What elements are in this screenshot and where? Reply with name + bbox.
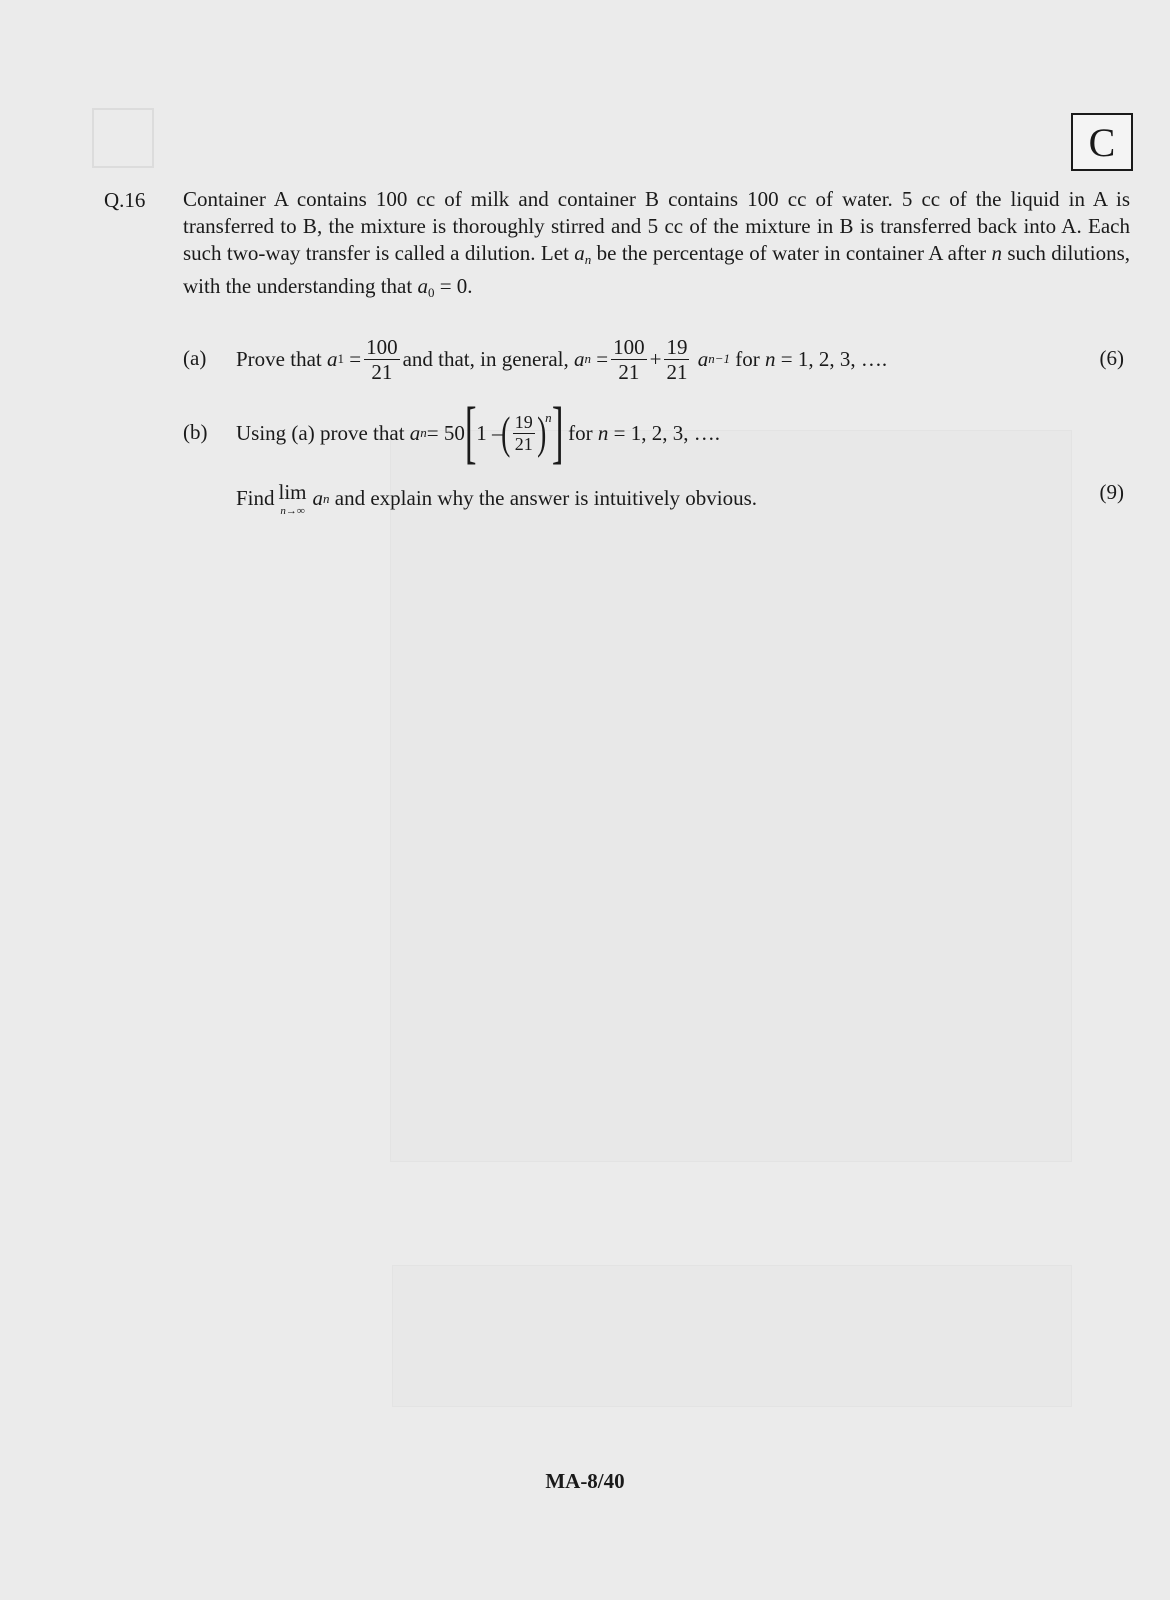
- bfrac-den: 21: [514, 433, 533, 454]
- find-text: Find: [236, 486, 275, 510]
- question-text: [183, 186, 1130, 306]
- frac3-den: 21: [666, 359, 688, 384]
- fraction-100-21: [364, 336, 400, 383]
- an-eq: =: [596, 346, 609, 371]
- part-a-label: (a): [183, 346, 207, 370]
- part-a-middle: and that, in general,: [402, 346, 569, 371]
- set-code-box: [1071, 113, 1133, 171]
- an1-var: a: [697, 346, 709, 371]
- lim-var: a: [312, 486, 324, 510]
- frac3-num: 19: [666, 334, 688, 359]
- frac2-den: 21: [618, 359, 640, 384]
- frac1-num: 100: [366, 334, 398, 359]
- frac2-num: 100: [613, 334, 645, 359]
- part-b-find: [236, 480, 757, 517]
- power-n: n: [545, 410, 552, 425]
- part-b-statement: [236, 394, 721, 471]
- part-a-marks: (6): [1099, 346, 1124, 370]
- frac1-den: 21: [371, 359, 393, 384]
- bn-sub: n: [420, 425, 427, 440]
- part-a-prove: Prove that: [236, 346, 322, 371]
- part-b-for: for: [568, 420, 593, 445]
- explain-text: and explain why the answer is intuitively obvious.: [334, 486, 758, 510]
- part-a-statement: [236, 331, 887, 387]
- an-var: a: [574, 346, 585, 371]
- var-n: n: [991, 241, 1002, 265]
- one-minus: 1 –: [476, 420, 503, 445]
- part-b-using: Using (a) prove that: [236, 420, 405, 445]
- question-intro-1: Container A contains 100 cc of milk and container B contains 100 cc of water. 5 cc of the liquid in A is transferred to B, the mixture is thoroughly stirred and 5 cc of the mixture in B is transferred back into A. Each such two-way transfer is called a dilution. Let: [183, 187, 1130, 265]
- a1-var: a: [326, 346, 338, 371]
- question-intro-3: such dilutions, with the understanding that: [183, 241, 1130, 298]
- a1-eq: =: [349, 346, 362, 371]
- lim-under: n→∞: [280, 505, 305, 517]
- part-a-for: for: [735, 346, 760, 371]
- fraction-19-21: [664, 336, 689, 383]
- an-sub: n: [584, 351, 592, 366]
- a0-equals: = 0.: [439, 274, 473, 298]
- left-bracket: [: [464, 394, 477, 471]
- fraction-100-21-b: [611, 336, 647, 383]
- part-b-label: (b): [183, 420, 208, 444]
- question-number: Q.16: [104, 188, 146, 212]
- set-code: C: [1088, 119, 1116, 165]
- fraction-19-21-b: [513, 413, 535, 454]
- lim-sub: n: [323, 490, 330, 506]
- limit-operator: [279, 480, 307, 517]
- bfrac-num: 19: [514, 411, 533, 432]
- plus-sign: +: [649, 346, 662, 371]
- page-footer: MA-8/40: [545, 1469, 625, 1493]
- bleed-through-box: [92, 108, 154, 168]
- part-a-n: n: [764, 346, 776, 371]
- var-a0: a: [417, 274, 428, 298]
- var-a: a: [574, 241, 585, 265]
- part-b-vals: = 1, 2, 3, ….: [613, 420, 721, 445]
- lim-text: lim: [278, 480, 307, 504]
- part-b-n: n: [597, 420, 609, 445]
- var-a0-sub: 0: [427, 285, 435, 300]
- bn-var: a: [409, 420, 421, 445]
- left-paren: (: [501, 407, 511, 458]
- right-bracket: ]: [551, 394, 564, 471]
- an1-sub: n−1: [708, 351, 730, 366]
- part-a-vals: = 1, 2, 3, ….: [780, 346, 888, 371]
- bleed-through-table-lower: [392, 1265, 1072, 1407]
- part-b-marks: (9): [1099, 480, 1124, 504]
- question-intro-2: be the percentage of water in container A after: [596, 241, 987, 265]
- var-a-sub: n: [584, 252, 592, 267]
- eq-50: = 50: [426, 420, 465, 445]
- a1-sub: 1: [337, 351, 344, 366]
- bleed-through-table: [390, 430, 1072, 1162]
- right-paren: ): [536, 407, 547, 458]
